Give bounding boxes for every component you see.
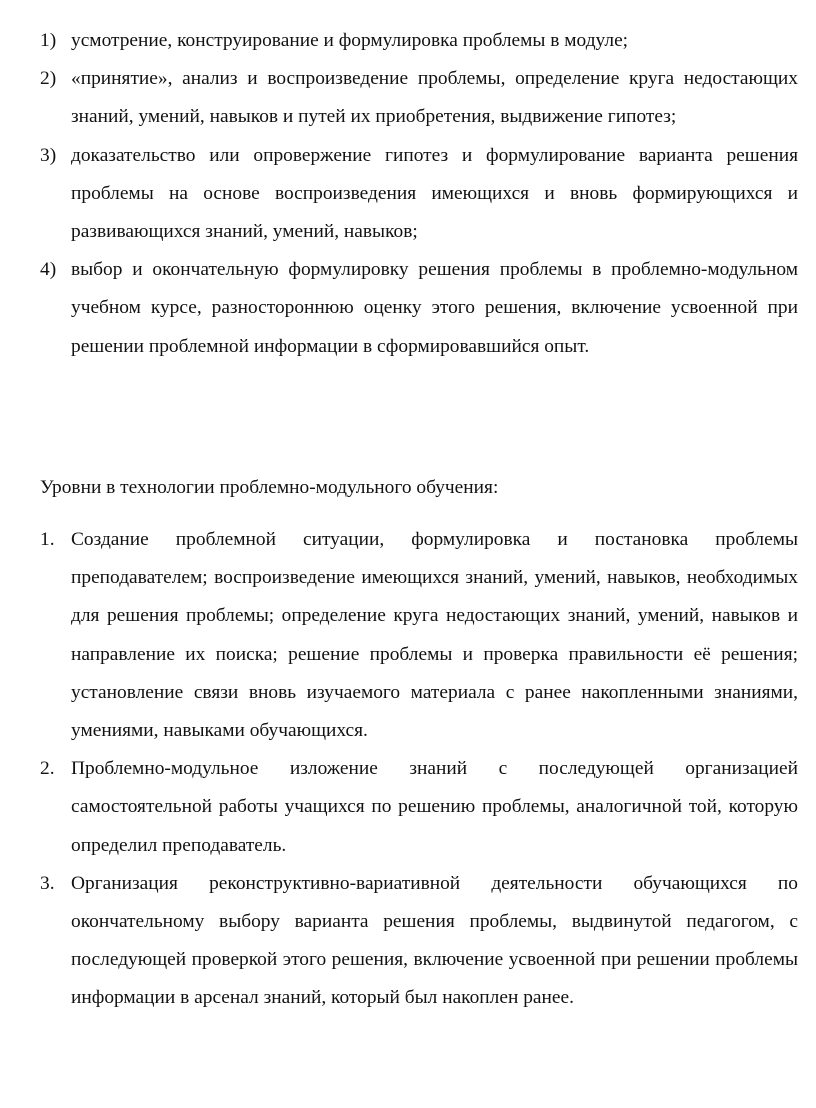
list-item-text: усмотрение, конструирование и формулировка проблемы в модуле; — [71, 30, 629, 51]
list-item-text: Проблемно-модульное изложение знаний с последующей организацией самостоятельной работы учащихся по решению проблемы, аналогичной той, которую определил преподаватель. — [71, 758, 798, 856]
list-item-text: выбор и окончательную формулировку решения проблемы в проблемно-модульном учебном курсе, разностороннюю оценку этого решения, включение усвоенной при решении проблемной информации в сформировавшийся опыт. — [71, 259, 798, 357]
list-item-text: Создание проблемной ситуации, формулировка и постановка проблемы преподавателем; воспроизведение имеющихся знаний, умений, навыков, необходимых для решения проблемы; определение круга недостающих знаний, умений, навыков и направление их поиска; решение проблемы и проверка правильности её решения; установление связи вновь изучаемого материала с ранее накопленными знаниями, умениями, навыками обучающихся. — [71, 529, 798, 742]
list-item-number: 2) — [40, 68, 57, 90]
list-item-number: 2. — [40, 758, 55, 780]
list-item-text: доказательство или опровержение гипотез и формулирование варианта решения проблемы на основе воспроизведения имеющихся и вновь формирующихся и развивающихся знаний, умений, навыков; — [71, 144, 798, 243]
list-item-number: 4) — [40, 259, 57, 281]
list-item-text: Организация реконструктивно-вариативной деятельности обучающихся по окончательному выбору варианта решения проблемы, выдвинутой педагогом, с последующей проверкой этого решения, включение усвоенной при решении проблемы информации в арсенал знаний, который был накоплен ранее. — [71, 872, 798, 1009]
list-item — [0, 865, 816, 1018]
section-heading: Уровни в технологии проблемно-модульного обучения: — [40, 477, 499, 498]
list-item — [0, 750, 816, 865]
list-item-number: 1. — [40, 529, 55, 550]
list-item — [0, 60, 816, 136]
list-item-number: 1) — [40, 30, 57, 51]
stages-list — [0, 22, 816, 366]
list-item-number: 3) — [40, 144, 57, 166]
list-item-text: «принятие», анализ и воспроизведение проблемы, определение круга недостающих знаний, умений, навыков и путей их приобретения, выдвижение гипотез; — [71, 68, 798, 128]
list-item — [0, 22, 816, 60]
levels-list — [0, 521, 816, 1018]
list-item — [0, 137, 816, 252]
list-item — [0, 521, 816, 750]
list-item-number: 3. — [40, 872, 55, 894]
list-item — [0, 251, 816, 366]
